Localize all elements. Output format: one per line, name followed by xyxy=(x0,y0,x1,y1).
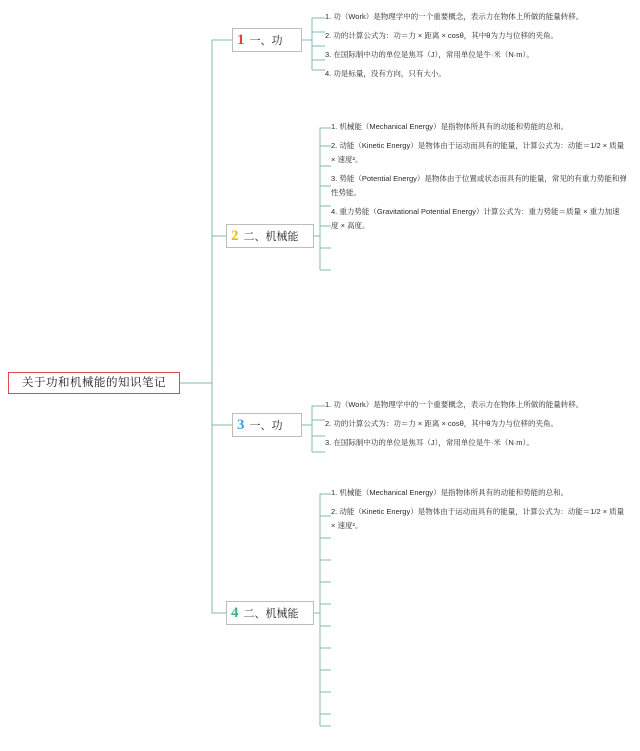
branch-node-3[interactable] xyxy=(232,413,302,437)
detail-item: 3. 势能（Potential Energy）是物体由于位置或状态而具有的能量，常见的有重力势能和弹性势能。 xyxy=(331,174,627,197)
branch-node-2[interactable] xyxy=(226,224,314,248)
detail-item: 2. 功的计算公式为：功＝力 × 距离 × cosθ，其中θ为力与位移的夹角。 xyxy=(325,419,558,428)
detail-item: 4. 重力势能（Gravitational Potential Energy）计算公式为：重力势能＝质量 × 重力加速度 × 高度。 xyxy=(331,207,620,230)
branch-detail-list-1 xyxy=(325,10,625,86)
branch-label-1: 一、功 xyxy=(249,35,283,47)
root-node[interactable] xyxy=(8,372,180,394)
detail-item: 3. 在国际制中功的单位是焦耳（J），常用单位是牛·米（N·m）。 xyxy=(325,438,534,447)
branch-detail-list-4 xyxy=(331,486,627,538)
branch-number-2: 2 xyxy=(231,227,239,244)
detail-item: 1. 机械能（Mechanical Energy）是指物体所具有的动能和势能的总和。 xyxy=(331,122,569,131)
branch-node-4[interactable] xyxy=(226,601,314,625)
detail-item: 3. 在国际制中功的单位是焦耳（J），常用单位是牛·米（N·m）。 xyxy=(325,50,534,59)
detail-item: 1. 机械能（Mechanical Energy）是指物体所具有的动能和势能的总和。 xyxy=(331,488,569,497)
branch-number-4: 4 xyxy=(231,604,239,621)
detail-item: 1. 功（Work）是物理学中的一个重要概念，表示力在物体上所做的能量转移。 xyxy=(325,400,584,409)
detail-item: 2. 动能（Kinetic Energy）是物体由于运动而具有的能量，计算公式为：动能＝1/2 × 质量 × 速度²。 xyxy=(331,141,625,164)
branch-detail-list-2 xyxy=(331,120,627,238)
detail-item: 2. 功的计算公式为：功＝力 × 距离 × cosθ，其中θ为力与位移的夹角。 xyxy=(325,31,558,40)
branch-detail-list-3 xyxy=(325,398,625,455)
branch-number-3: 3 xyxy=(237,416,245,433)
branch-label-4: 二、机械能 xyxy=(243,608,299,620)
detail-item: 4. 功是标量，没有方向，只有大小。 xyxy=(325,69,446,78)
branch-node-1[interactable] xyxy=(232,28,302,52)
branch-number-1: 1 xyxy=(237,31,245,48)
root-node-label: 关于功和机械能的知识笔记 xyxy=(22,377,166,389)
detail-item: 2. 动能（Kinetic Energy）是物体由于运动而具有的能量，计算公式为：动能＝1/2 × 质量 × 速度²。 xyxy=(331,507,625,530)
branch-label-2: 二、机械能 xyxy=(243,231,299,243)
branch-label-3: 一、功 xyxy=(249,420,283,432)
detail-item: 1. 功（Work）是物理学中的一个重要概念，表示力在物体上所做的能量转移。 xyxy=(325,12,584,21)
